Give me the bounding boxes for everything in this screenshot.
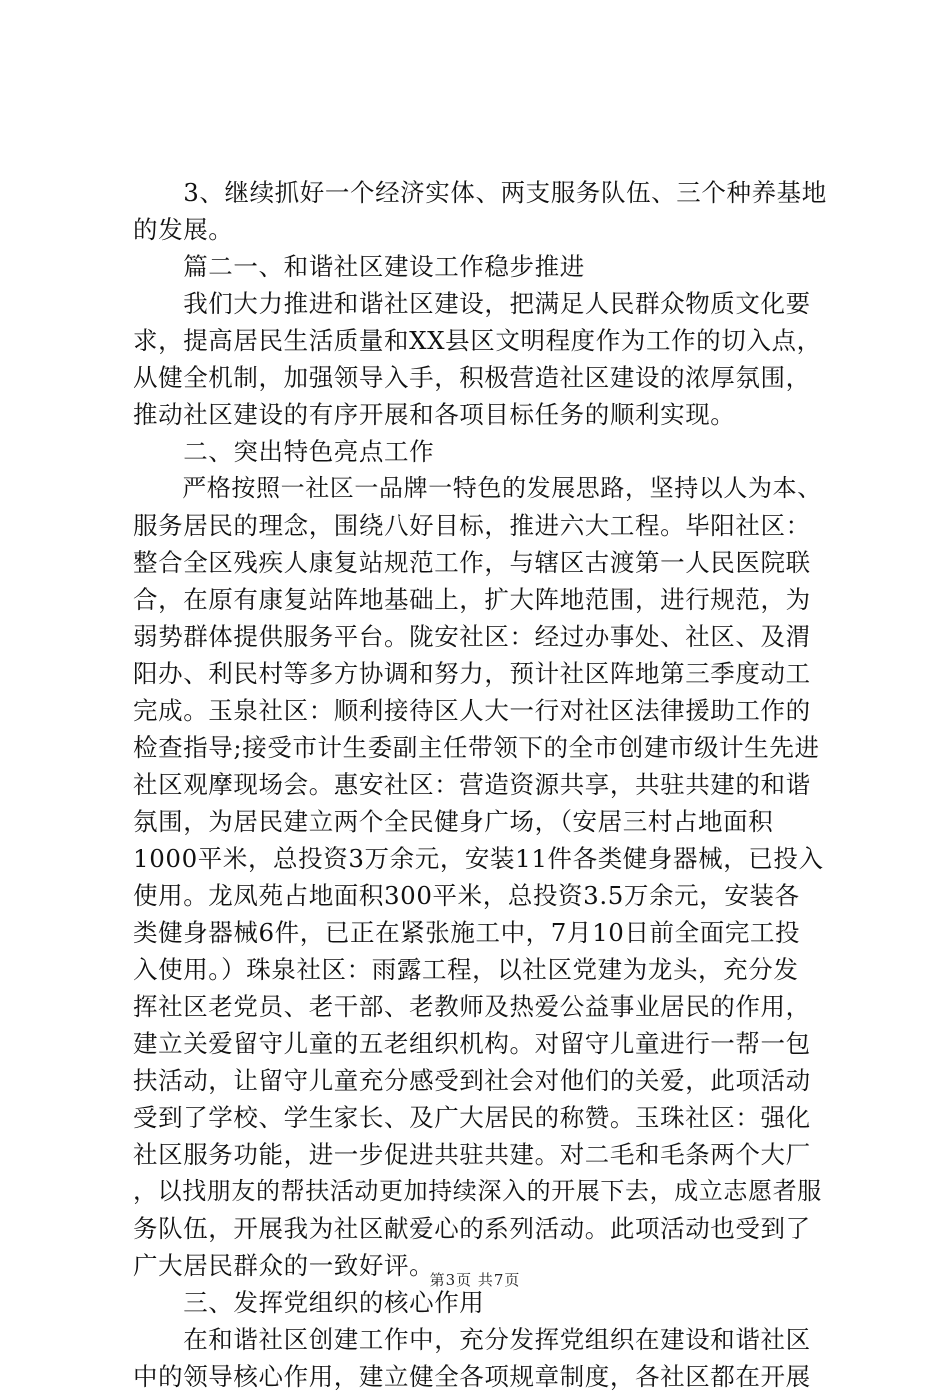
text-line: 检查指导;接受市计生委副主任带领下的全市创建市级计生先进 (133, 733, 820, 762)
text-line: 1000平米，总投资3万余元，安装11件各类健身器械，已投入 (133, 844, 824, 873)
text-line: 我们大力推进和谐社区建设，把满足人民群众物质文化要 (133, 289, 811, 318)
text-line: 完成。玉泉社区：顺利接待区人大一行对社区法律援助工作的 (133, 696, 811, 725)
text-line: 从健全机制，加强领导入手，积极营造社区建设的浓厚氛围， (133, 363, 811, 392)
text-line: 中的领导核心作用，建立健全各项规章制度，各社区都在开展 (133, 1362, 811, 1391)
section-heading: 篇二一、和谐社区建设工作稳步推进 (133, 252, 585, 281)
text-line: 社区服务功能，进一步促进共驻共建。对二毛和毛条两个大厂 (133, 1140, 811, 1169)
text-line: 使用。龙凤苑占地面积300平米，总投资3.5万余元，安装各 (133, 881, 800, 910)
document-body (133, 174, 833, 1395)
text-line: ，以找朋友的帮扶活动更加持续深入的开展下去，成立志愿者服 (133, 1177, 822, 1205)
text-line: 3、继续抓好一个经济实体、两支服务队伍、三个种养基地 (133, 178, 827, 207)
text-line: 类健身器械6件，已正在紧张施工中，7月10日前全面完工投 (133, 918, 801, 947)
text-line: 建立关爱留守儿童的五老组织机构。对留守儿童进行一帮一包 (133, 1029, 811, 1058)
text-line: 合，在原有康复站阵地基础上，扩大阵地范围，进行规范，为 (133, 585, 811, 614)
text-line: 社区观摩现场会。惠安社区：营造资源共享，共驻共建的和谐 (133, 770, 811, 799)
text-line: 受到了学校、学生家长、及广大居民的称赞。玉珠社区：强化 (133, 1103, 811, 1132)
text-line: 氛围，为居民建立两个全民健身广场，（安居三村占地面积 (133, 807, 774, 836)
text-line: 推动社区建设的有序开展和各项目标任务的顺利实现。 (133, 400, 736, 429)
text-line: 扶活动，让留守儿童充分感受到社会对他们的关爱，此项活动 (133, 1066, 811, 1095)
text-line: 阳办、利民村等多方协调和努力，预计社区阵地第三季度动工 (133, 659, 811, 688)
text-line: 严格按照一社区一品牌一特色的发展思路，坚持以人为本、 (133, 474, 822, 502)
text-line: 弱势群体提供服务平台。陇安社区：经过办事处、社区、及渭 (133, 622, 811, 651)
text-line: 的发展。 (133, 215, 234, 244)
text-line: 在和谐社区创建工作中，充分发挥党组织在建设和谐社区 (133, 1325, 811, 1354)
text-line: 整合全区残疾人康复站规范工作，与辖区古渡第一人民医院联 (133, 548, 811, 577)
text-line: 求，提高居民生活质量和XX县区文明程度作为工作的切入点， (133, 326, 822, 355)
text-line: 入使用。）珠泉社区：雨露工程，以社区党建为龙头，充分发 (133, 955, 799, 984)
text-line: 服务居民的理念，围绕八好目标，推进六大工程。毕阳社区： (133, 511, 811, 540)
section-heading: 二、突出特色亮点工作 (133, 437, 435, 466)
text-line: 挥社区老党员、老干部、老教师及热爱公益事业居民的作用， (133, 992, 811, 1021)
page-number-footer: 第3页 共7页 (429, 1271, 521, 1289)
text-line: 务队伍，开展我为社区献爱心的系列活动。此项活动也受到了 (133, 1214, 811, 1243)
section-heading: 三、发挥党组织的核心作用 (133, 1288, 485, 1317)
text-line: 广大居民群众的一致好评。 (133, 1251, 435, 1280)
